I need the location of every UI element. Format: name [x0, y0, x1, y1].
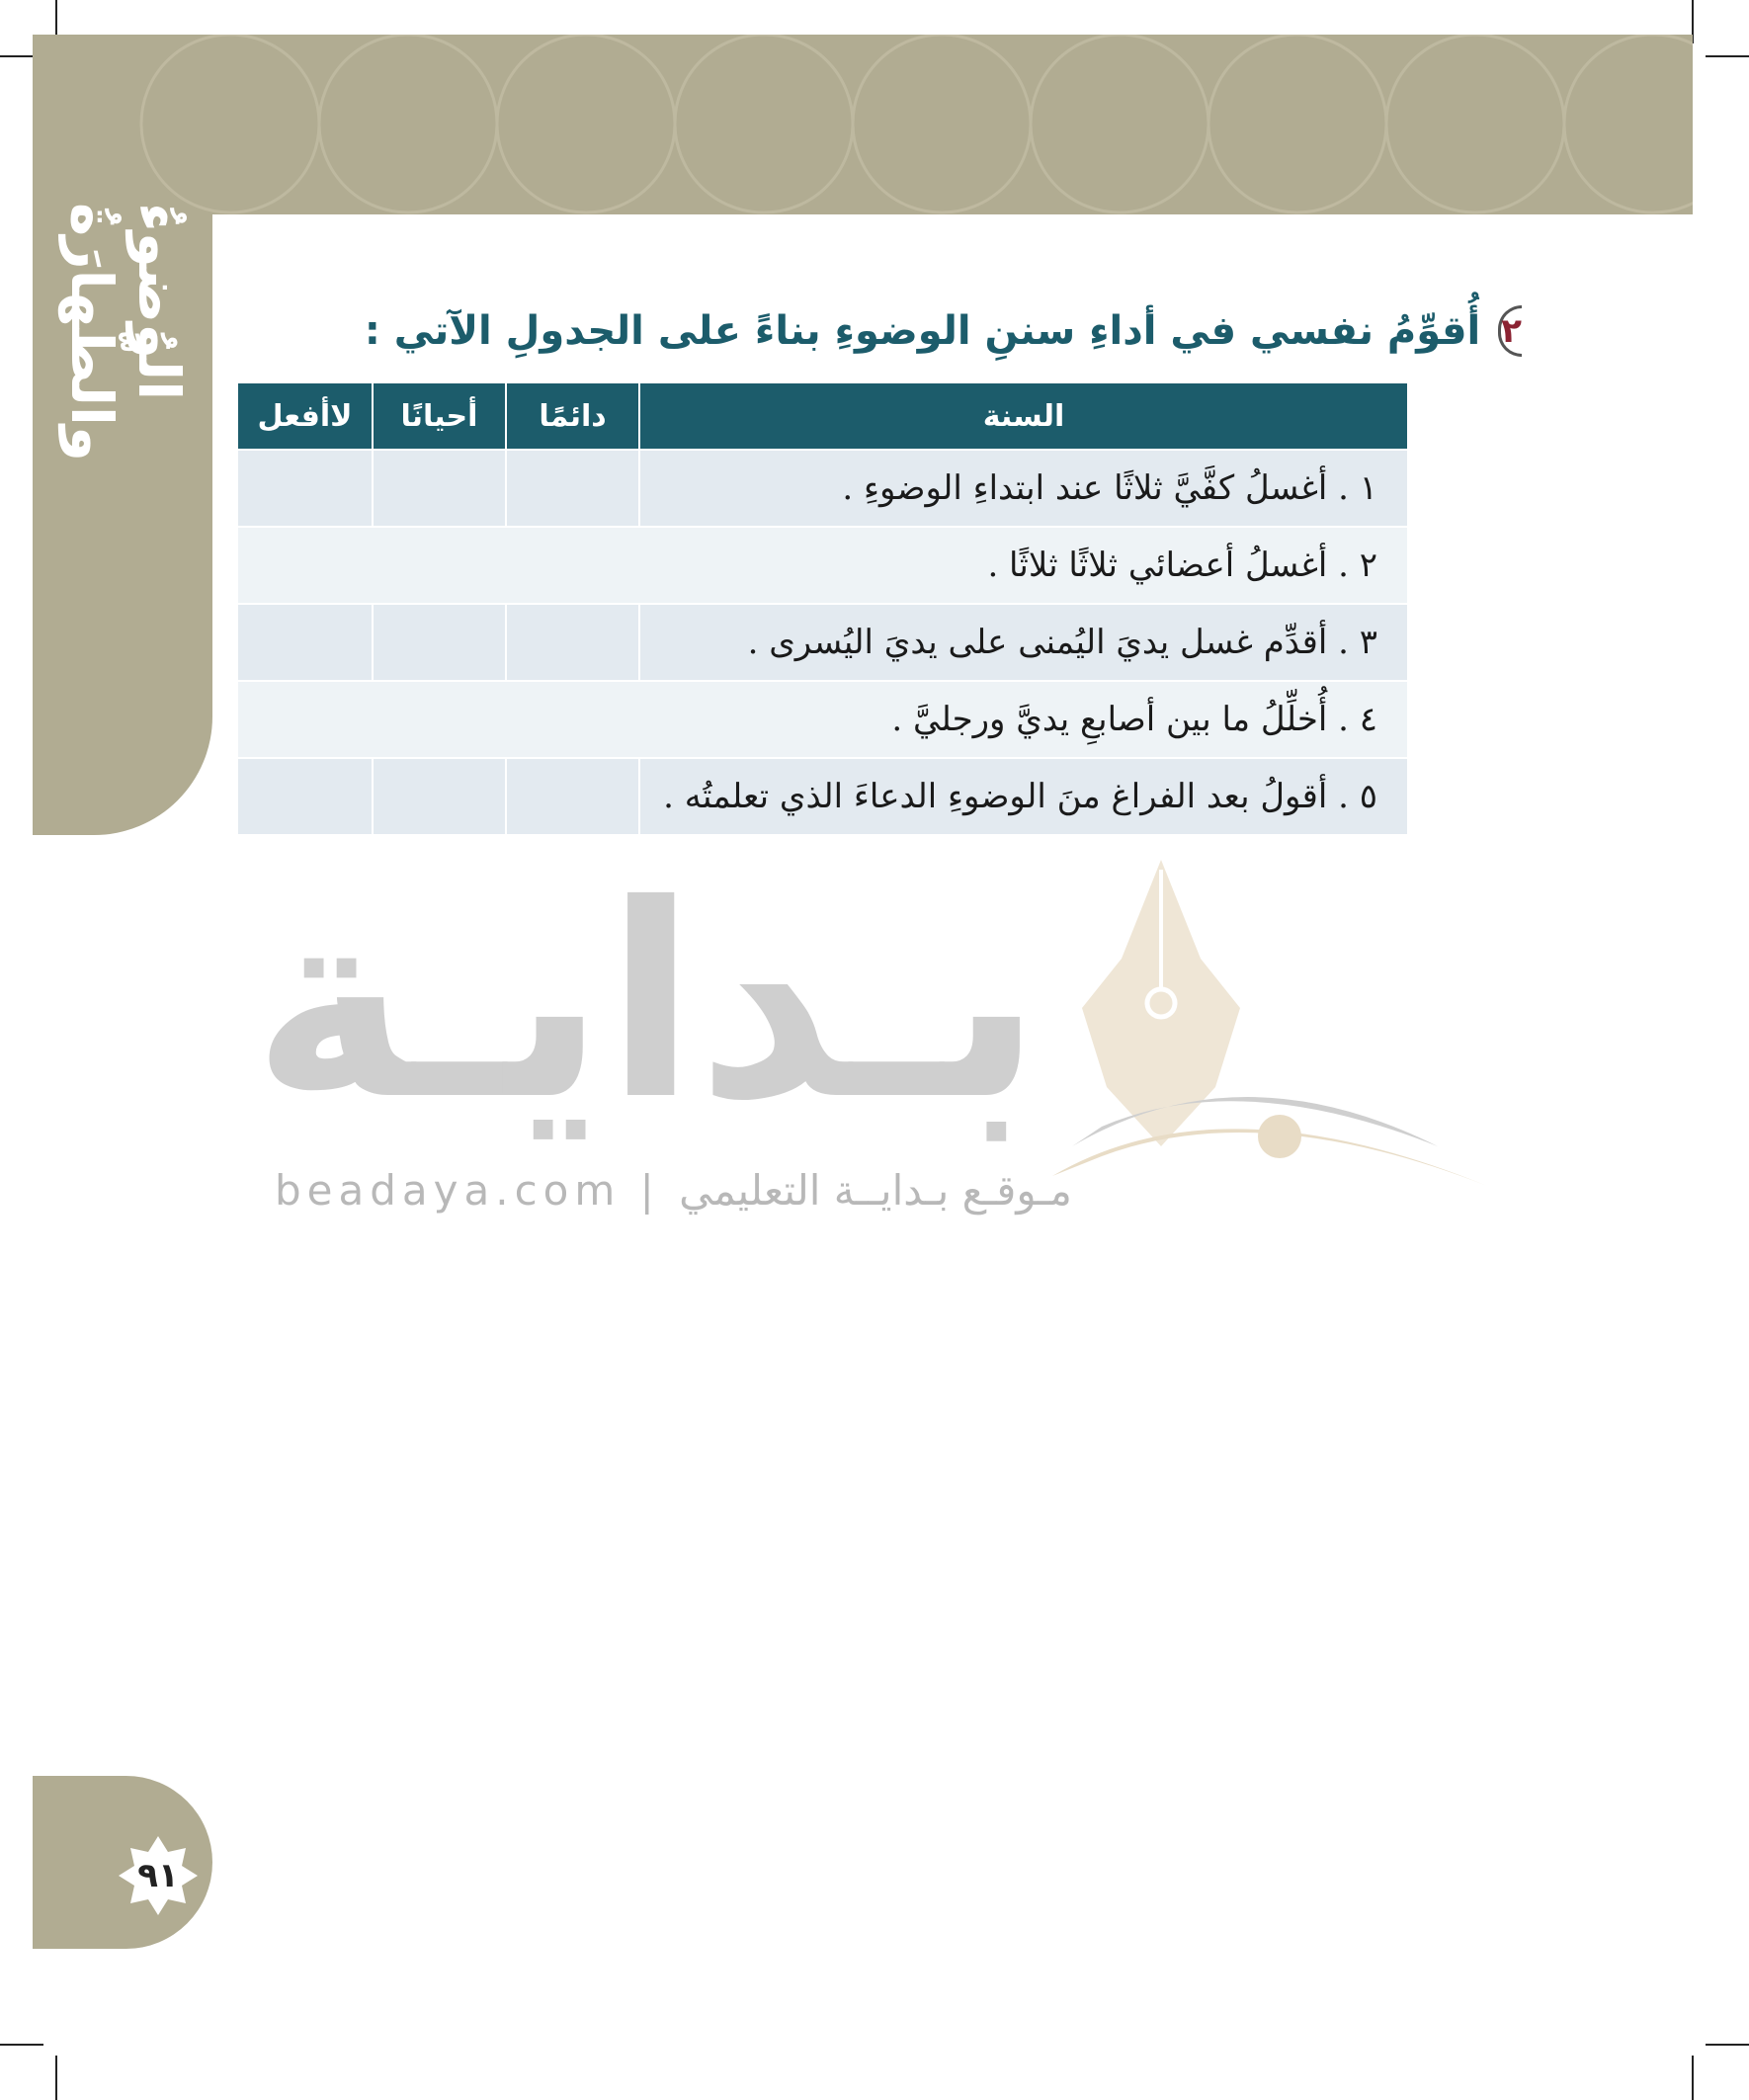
crop-mark	[55, 2056, 57, 2100]
sometimes-checkbox-cell[interactable]	[372, 757, 505, 834]
practice-cell: ٤ . أُخلِّلُ ما بين أصابعِ يديَّ ورجليَّ .	[238, 680, 1407, 757]
crop-mark	[1706, 55, 1749, 57]
table-row	[238, 680, 1407, 757]
question-number: ٢	[1498, 305, 1522, 357]
practice-cell: ٥ . أقولُ بعد الفراغ منَ الوضوءِ الدعاءَ الذي تعلمتُه .	[638, 757, 1407, 834]
top-decorative-band	[33, 35, 1693, 214]
header-sometimes: أحيانًا	[372, 383, 505, 449]
sometimes-checkbox-cell[interactable]	[372, 449, 505, 526]
crop-mark	[1706, 2044, 1749, 2046]
always-checkbox-cell[interactable]	[505, 757, 638, 834]
question-text: أُقوِّمُ نفسي في أداءِ سننِ الوضوءِ بناءً على الجدولِ الآتي :	[364, 308, 1481, 354]
table-row	[238, 526, 1407, 603]
crop-mark	[1692, 2056, 1694, 2100]
practice-cell: ١ . أغسلُ كفَّيَّ ثلاثًا عند ابتداءِ الوضوءِ .	[638, 449, 1407, 526]
practice-cell: ٢ . أغسلُ أعضائي ثلاثًا ثلاثًا .	[238, 526, 1407, 603]
frame-inner-corner	[212, 214, 331, 333]
table-header-row	[238, 383, 1407, 449]
crop-mark	[0, 2044, 43, 2046]
table-row	[238, 757, 1407, 834]
header-never: لاأفعل	[238, 383, 372, 449]
question-heading	[364, 296, 1522, 366]
sometimes-checkbox-cell[interactable]	[372, 603, 505, 680]
always-checkbox-cell[interactable]	[505, 603, 638, 680]
page-number: ٩١	[137, 1856, 179, 1895]
never-checkbox-cell[interactable]	[238, 757, 372, 834]
header-always: دائمًا	[505, 383, 638, 449]
table-row	[238, 449, 1407, 526]
table-row	[238, 603, 1407, 680]
watermark-caption: beadaya.com | مـوقـع بـدايــة التعليمي	[275, 1166, 1072, 1215]
watermark-brand: بـدايـة	[252, 847, 1042, 1158]
never-checkbox-cell[interactable]	[238, 603, 372, 680]
geometric-pattern	[33, 35, 1693, 214]
header-practice: السنة	[638, 383, 1407, 449]
practice-cell: ٣ . أقدِّم غسل يديَ اليُمنى على يديَ اليُسرى .	[638, 603, 1407, 680]
never-checkbox-cell[interactable]	[238, 449, 372, 526]
chapter-title: الوُضوءُ والطَّهارَةُ	[58, 203, 193, 462]
self-evaluation-table	[238, 383, 1407, 834]
always-checkbox-cell[interactable]	[505, 449, 638, 526]
